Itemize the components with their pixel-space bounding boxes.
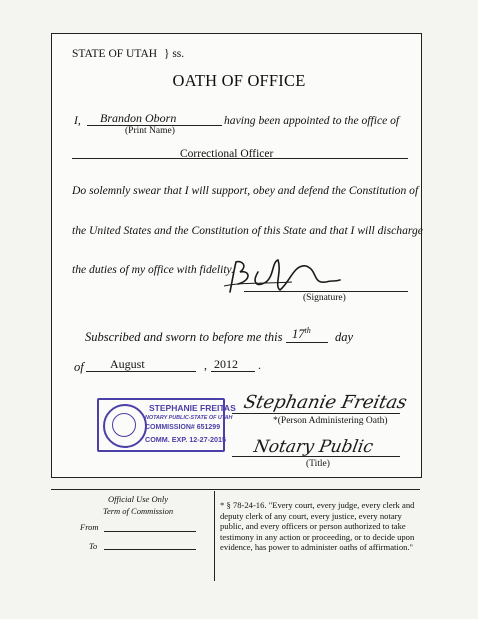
stamp-line-3: COMMISSION# 651299 (145, 424, 221, 431)
having-text: having been appointed to the office of (224, 114, 400, 127)
signature-label: (Signature) (303, 293, 346, 303)
to-label: To (89, 541, 98, 551)
sworn-prefix: Subscribed and sworn to before me this (85, 330, 283, 344)
state-label: STATE OF UTAH (72, 48, 158, 60)
month-value: August (110, 357, 145, 371)
administering-label: *(Person Administering Oath) (273, 416, 388, 426)
footer-divider (214, 491, 215, 581)
from-line (104, 531, 196, 532)
stamp-line-4: COMM. EXP. 12-27-2015 (145, 435, 226, 444)
day-label: day (335, 330, 354, 344)
statute-text: * § 78-24-16. "Every court, every judge, every clerk and deputy clerk of any court, every justice, every notary public, and every officers or person authorized to take testimony in any action or proceeding, or to decide upon evidence, has power to administer oaths of affirmation." (220, 500, 415, 553)
stamp-line-2: NOTARY PUBLIC-STATE OF UTAH (145, 415, 233, 421)
notary-stamp (97, 398, 236, 452)
oath-line-1: Do solemnly swear that I will support, obey and defend the Constitution of (72, 184, 419, 197)
print-name-value: Brandon Oborn (100, 111, 177, 125)
day-suffix: th (304, 326, 311, 335)
title-line (232, 456, 400, 457)
office-line (72, 158, 408, 159)
year-value: 2012 (214, 357, 238, 371)
title-label: (Title) (306, 459, 330, 469)
day-number: 17 (292, 327, 305, 342)
state-header (72, 48, 184, 60)
stamp-line-1: STEPHANIE FREITAS (149, 403, 236, 413)
page-title: OATH OF OFFICE (172, 71, 306, 90)
administering-signature: Stephanie Freitas (241, 392, 409, 413)
of-label: of (74, 360, 84, 374)
term-label: Term of Commission (103, 506, 174, 516)
office-value: Correctional Officer (180, 148, 274, 160)
comma: , (204, 358, 207, 372)
to-line (104, 549, 196, 550)
day-value (292, 326, 311, 342)
oath-line-2: the United States and the Constitution of this State and that I will discharge (72, 224, 423, 237)
title-signature: Notary Public (252, 437, 375, 457)
from-label: From (80, 522, 99, 532)
state-seal-icon (103, 404, 147, 448)
period: . (258, 358, 261, 372)
official-use-label: Official Use Only (108, 494, 168, 504)
i-label: I, (74, 114, 81, 127)
footer-top-border (51, 489, 420, 490)
administering-line (232, 413, 400, 414)
print-name-label: (Print Name) (125, 126, 175, 136)
ss-label: } ss. (163, 48, 185, 60)
signature-line (244, 291, 408, 292)
oath-line-3: the duties of my office with fidelity. (72, 263, 234, 276)
